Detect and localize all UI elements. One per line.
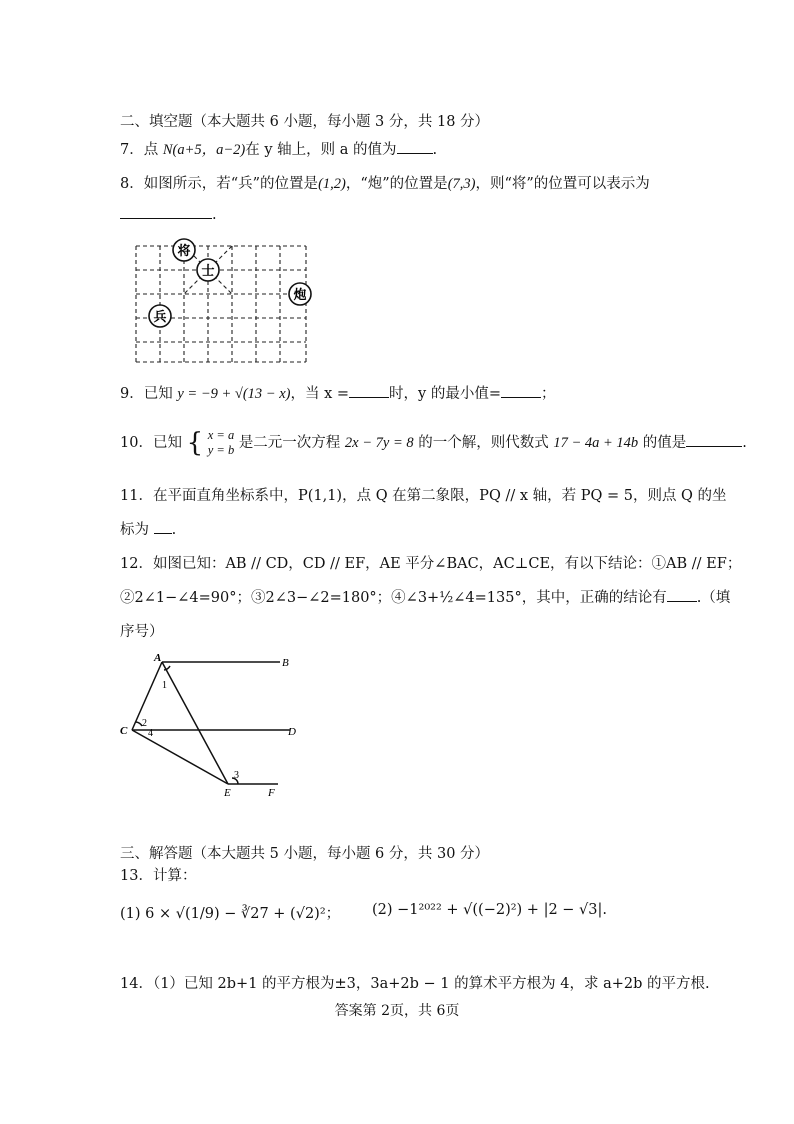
piece-pao (289, 283, 311, 305)
angle-1-label: 1 (162, 680, 167, 691)
q10-sys2: y = b (207, 443, 235, 457)
piece-bing (149, 305, 171, 327)
q10-suffix: 的值是 (638, 435, 687, 451)
q11-answer-blank[interactable] (154, 521, 172, 534)
label-E: E (224, 787, 231, 799)
q8-suffix: ，则“将”的位置可以表示为 (475, 176, 650, 192)
q7-answer-blank[interactable] (397, 141, 433, 154)
q10-answer-blank[interactable] (686, 434, 742, 447)
question-13-part2: (2) −1²⁰²² + √((−2)²) + |2 − √3|. (372, 902, 608, 918)
geometry-figure (112, 650, 312, 800)
q8-prefix: 8．如图所示，若“兵”的位置是 (120, 176, 319, 192)
angle-4-label: 4 (148, 728, 153, 739)
q9-mid2: 时，y 的最小值= (389, 386, 501, 402)
page-footer: 答案第 2页，共 6页 (334, 1003, 460, 1019)
q9-math: y = −9 + √(13 − x) (177, 386, 291, 402)
q8-answer-blank[interactable] (120, 206, 212, 219)
q12-line2-end: .（填 (696, 590, 731, 606)
piece-jiang (173, 239, 195, 261)
q10-system (208, 428, 234, 458)
q8-end: . (212, 207, 217, 223)
q9-end: ； (540, 386, 556, 402)
q10-brace: { (186, 428, 204, 458)
q8-answer-line (120, 206, 217, 223)
piece-bing-label: 兵 (153, 310, 167, 325)
q10-expr: 17 − 4a + 14b (553, 435, 639, 451)
question-10 (120, 428, 747, 458)
angle-3-label: 3 (234, 770, 239, 781)
question-9 (120, 382, 555, 403)
q10-end: . (742, 435, 747, 451)
piece-shi (197, 259, 219, 281)
section-3-heading: 三、解答题（本大题共 5 小题，每小题 6 分，共 30 分） (120, 846, 490, 862)
q10-prefix: 10．已知 (120, 435, 182, 451)
question-11-line1: 11．在平面直角坐标系中，P(1,1)，点 Q 在第二象限，PQ // x 轴，若 PQ = 5，则点 Q 的坐 (120, 488, 727, 504)
question-7 (120, 138, 437, 159)
q9-prefix: 9．已知 (120, 386, 178, 402)
piece-pao-label: 炮 (293, 288, 307, 303)
q11-line2: 标为 (120, 522, 149, 538)
label-A: A (154, 652, 162, 664)
q12-answer-blank[interactable] (667, 589, 697, 602)
label-C: C (120, 725, 128, 737)
question-13-part1: (1) 6 × √(1/9) − ∛27 + (√2)²； (120, 906, 341, 922)
figure-lines (132, 662, 290, 784)
question-12-line3: 序号） (120, 624, 164, 640)
q8-p1: (1,2) (318, 176, 346, 192)
q7-math: N(a+5，a−2) (162, 142, 246, 158)
question-12-line1: 12．如图已知：AB // CD，CD // EF，AE 平分∠BAC，AC⊥CE，有以下结论：①AB // EF； (120, 556, 742, 572)
piece-shi-label: 士 (201, 264, 215, 279)
q12-line2: ②2∠1−∠4=90°；③2∠3−∠2=180°；④∠3+½∠4=135°，其中，正确的结论有 (120, 590, 667, 606)
q9-x-blank[interactable] (349, 385, 389, 398)
question-13-title: 13．计算： (120, 868, 197, 884)
chessboard-figure (130, 238, 320, 368)
piece-jiang-label: 将 (177, 244, 191, 259)
label-F: F (268, 787, 275, 799)
question-14: 14．（1）已知 2b+1 的平方根为±3，3a+2b − 1 的算术平方根为 4，求 a+2b 的平方根. (120, 976, 710, 992)
question-8 (120, 172, 650, 193)
q9-mid: ，当 x = (290, 386, 350, 402)
q11-end: . (171, 522, 177, 538)
label-B: B (282, 657, 289, 669)
q7-suffix: 在 y 轴上，则 a 的值为 (245, 142, 397, 158)
chessboard-grid (136, 246, 306, 362)
q7-prefix: 7．点 (120, 142, 163, 158)
q10-eq: 2x − 7y = 8 (344, 435, 414, 451)
q7-end: . (432, 142, 438, 158)
question-12-line2 (120, 586, 730, 607)
q8-mid: ，“炮”的位置是 (345, 176, 448, 192)
q8-p2: (7,3) (447, 176, 476, 192)
q9-min-blank[interactable] (501, 385, 541, 398)
q10-mid2: 的一个解，则代数式 (413, 435, 554, 451)
angle-2-label: 2 (142, 718, 147, 729)
section-2-heading: 二、填空题（本大题共 6 小题，每小题 3 分，共 18 分） (120, 114, 490, 130)
label-D: D (288, 726, 296, 738)
question-11-line2 (120, 518, 176, 539)
q10-sys1: x = a (207, 428, 235, 442)
q10-mid: 是二元一次方程 (238, 435, 345, 451)
